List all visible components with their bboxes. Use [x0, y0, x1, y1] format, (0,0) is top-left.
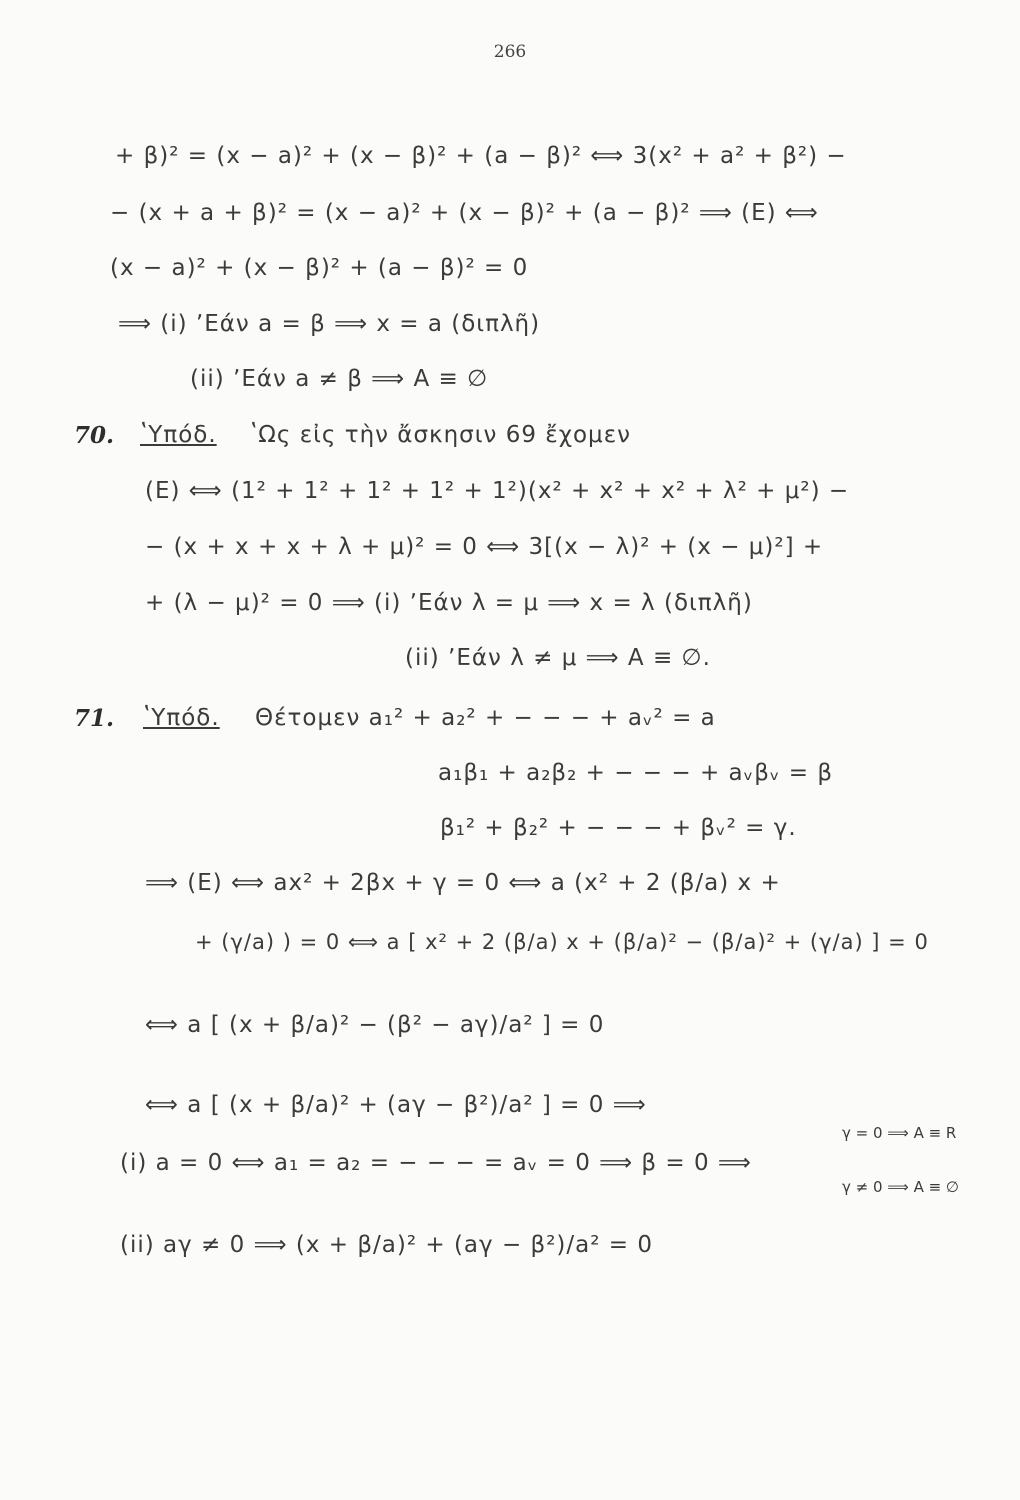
ex71-line-3: β₁² + β₂² + − − − + βᵥ² = γ.: [440, 815, 797, 841]
ex69-line-5: (ii) ʼΕάν a ≠ β ⟹ A ≡ ∅: [190, 366, 489, 392]
ex69-line-4: ⟹ (i) ʼΕάν a = β ⟹ x = a (διπλῆ): [118, 311, 541, 337]
ex71-line-6: ⟺ a [ (x + β/a)² − (β² − aγ)/a² ] = 0: [145, 1012, 605, 1038]
page-number: 266: [493, 42, 527, 62]
exercise-71-hint: ʽΥπόδ.: [143, 705, 220, 731]
ex69-line-1: + β)² = (x − a)² + (x − β)² + (a − β)² ⟺ 3(x² + a² + β²) −: [115, 143, 847, 169]
ex71-branch-lower: γ ≠ 0 ⟹ A ≡ ∅: [842, 1178, 959, 1196]
ex70-line-3: − (x + x + x + λ + μ)² = 0 ⟺ 3[(x − λ)² + (x − μ)²] +: [145, 534, 824, 560]
ex71-branch-upper: γ = 0 ⟹ A ≡ R: [842, 1124, 957, 1142]
ex70-line-2: (E) ⟺ (1² + 1² + 1² + 1² + 1²)(x² + x² + x² + λ² + μ²) −: [145, 478, 850, 504]
ex70-line-4: + (λ − μ)² = 0 ⟹ (i) ʼΕάν λ = μ ⟹ x = λ (διπλῆ): [145, 590, 753, 616]
ex71-line-1: Θέτομεν a₁² + a₂² + − − − + aᵥ² = a: [255, 705, 716, 731]
ex71-line-2: a₁β₁ + a₂β₂ + − − − + aᵥβᵥ = β: [438, 760, 834, 786]
ex69-line-2: − (x + a + β)² = (x − a)² + (x − β)² + (a − β)² ⟹ (E) ⟺: [110, 200, 819, 226]
exercise-71-number: 71.: [74, 705, 115, 732]
ex70-line-1: ʽΩς εἰς τὴν ἄσκησιν 69 ἔχομεν: [250, 422, 631, 448]
ex69-line-3: (x − a)² + (x − β)² + (a − β)² = 0: [110, 255, 529, 281]
exercise-70-hint: ʽΥπόδ.: [140, 422, 217, 448]
ex71-line-9: (ii) aγ ≠ 0 ⟹ (x + β/a)² + (aγ − β²)/a² = 0: [120, 1232, 653, 1258]
exercise-70-number: 70.: [74, 422, 115, 449]
ex71-line-7: ⟺ a [ (x + β/a)² + (aγ − β²)/a² ] = 0 ⟹: [145, 1092, 647, 1118]
ex71-line-4: ⟹ (E) ⟺ ax² + 2βx + γ = 0 ⟺ a (x² + 2 (β/a) x +: [145, 870, 781, 896]
ex71-line-5: + (γ/a) ) = 0 ⟺ a [ x² + 2 (β/a) x + (β/a)² − (β/a)² + (γ/a) ] = 0: [195, 930, 929, 954]
ex71-line-8: (i) a = 0 ⟺ a₁ = a₂ = − − − = aᵥ = 0 ⟹ β = 0 ⟹: [120, 1150, 752, 1176]
ex70-line-5: (ii) ʼΕάν λ ≠ μ ⟹ A ≡ ∅.: [405, 645, 711, 671]
